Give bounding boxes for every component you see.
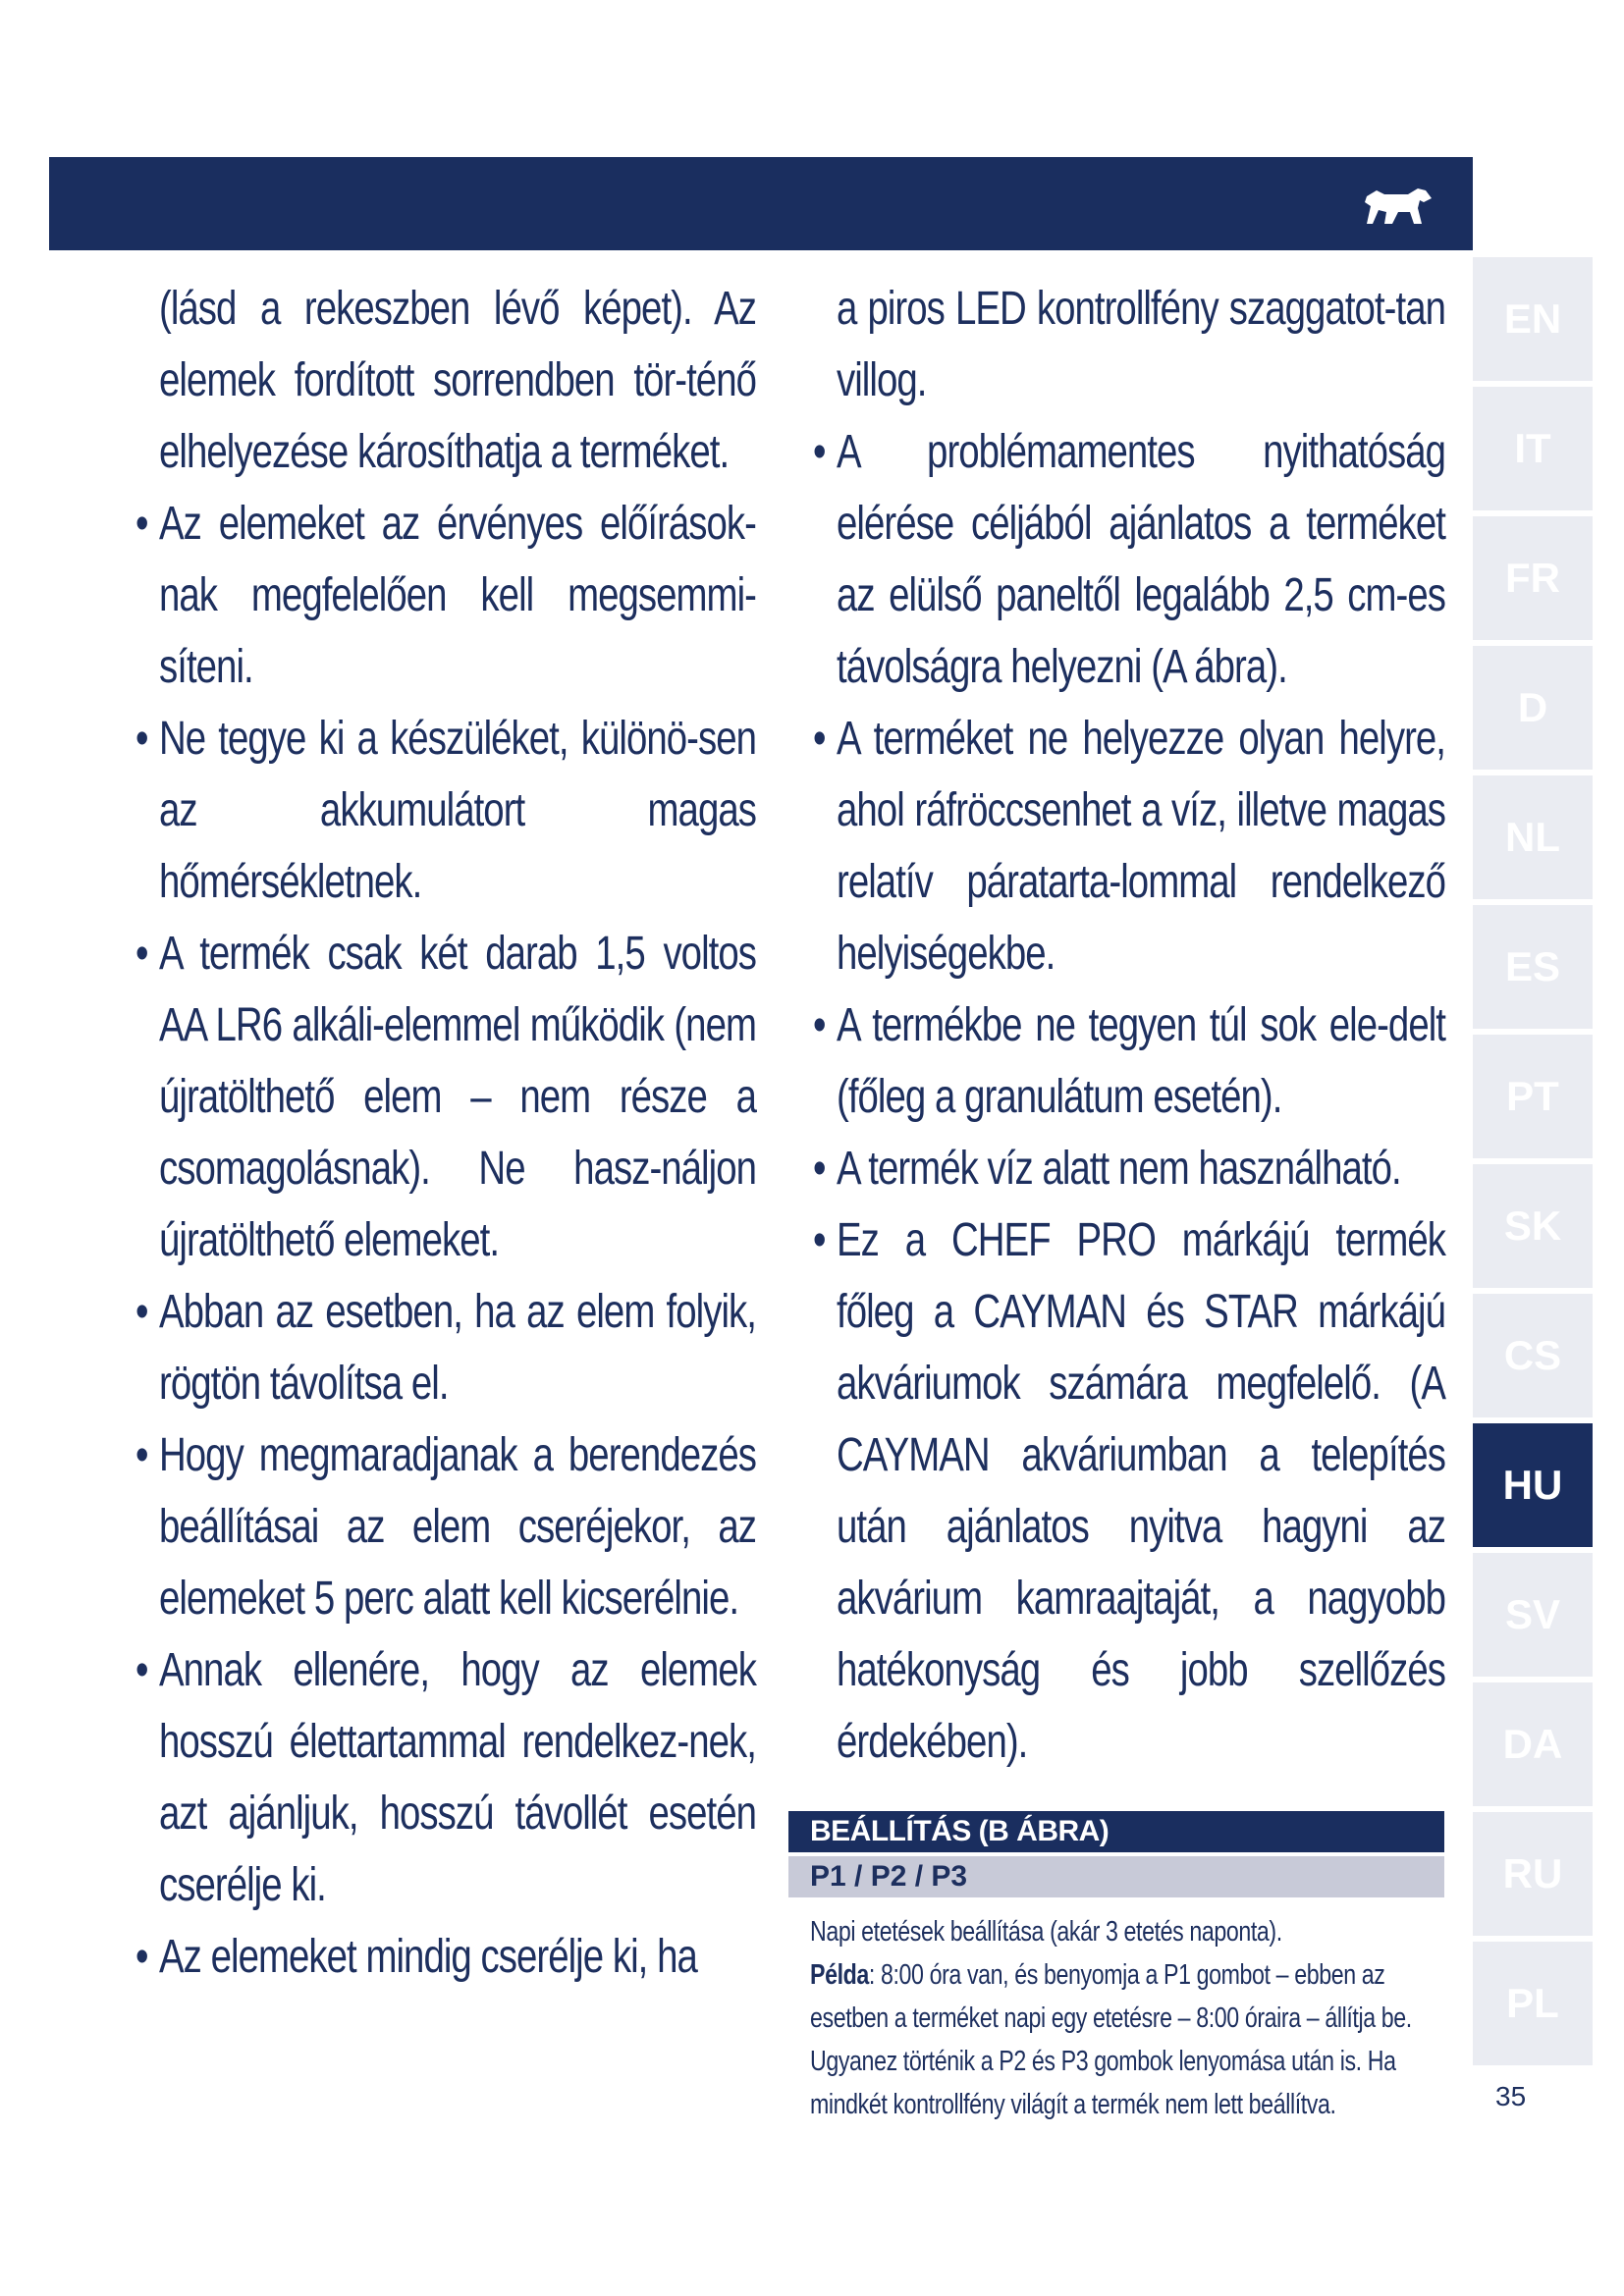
list-item: • A problémamentes nyithatóság elérése céljából ajánlatos a terméket az elülső paneltől legalább 2,5 cm-es távolságra helyezni (A ábra). — [837, 416, 1445, 703]
right-bullet-list — [837, 416, 1445, 1778]
list-item: • Az elemeket az érvényes előírások-nak megfelelően kell megsemmi-síteni. — [159, 488, 756, 703]
tab-it[interactable]: IT — [1473, 387, 1593, 510]
example-label: Példa — [810, 1959, 869, 1991]
list-item: • A terméket ne helyezze olyan helyre, ahol ráfröccsenhet a víz, illetve magas relatív páratarta-lommal rendelkező helyiségekbe. — [837, 703, 1445, 989]
right-column — [837, 273, 1445, 1778]
list-item: • A termék csak két darab 1,5 voltos AA LR6 alkáli-elemmel működik (nem újratölthető elem – nem része a csomagolásnak). Ne hasz-náljon újratölthető elemeket. — [159, 918, 756, 1276]
tab-es[interactable]: ES — [1473, 905, 1593, 1029]
tab-ru[interactable]: RU — [1473, 1812, 1593, 1936]
tab-en[interactable]: EN — [1473, 257, 1593, 381]
settings-body — [810, 1910, 1438, 2126]
settings-subheading: P1 / P2 / P3 — [788, 1856, 1444, 1897]
settings-heading: BEÁLLÍTÁS (B ÁBRA) — [788, 1811, 1444, 1852]
right-intro-text: a piros LED kontrollfény szaggatot-tan villog. — [837, 283, 1445, 406]
tab-sk[interactable]: SK — [1473, 1164, 1593, 1288]
language-tabs — [1473, 257, 1593, 2071]
tab-pt[interactable]: PT — [1473, 1035, 1593, 1158]
tab-hu[interactable]: HU — [1473, 1423, 1593, 1547]
header-bar — [49, 157, 1473, 250]
tab-cs[interactable]: CS — [1473, 1294, 1593, 1417]
list-item: • A termék víz alatt nem használható. — [837, 1133, 1445, 1204]
left-bullet-list — [159, 488, 756, 1993]
left-column — [159, 273, 756, 1993]
tab-nl[interactable]: NL — [1473, 775, 1593, 899]
list-item: • Ez a CHEF PRO márkájú termék főleg a CAYMAN és STAR márkájú akváriumok számára megfelelő. (A CAYMAN akváriumban a telepítés után ajánlatos nyitva hagyni az akvárium kamraajtaját, a nagyobb hatékonyság és jobb szellőzés érdekében). — [837, 1204, 1445, 1778]
list-item: • Az elemeket mindig cserélje ki, ha — [159, 1921, 756, 1993]
tab-pl[interactable]: PL — [1473, 1942, 1593, 2065]
page-number: 35 — [1495, 2081, 1527, 2111]
list-item: • Hogy megmaradjanak a berendezés beállításai az elem cseréjekor, az elemeket 5 perc alatt kell kicserélnie. — [159, 1419, 756, 1634]
tab-fr[interactable]: FR — [1473, 516, 1593, 640]
settings-example — [810, 1953, 1438, 2126]
list-item: • Annak ellenére, hogy az elemek hosszú élettartammal rendelkez-nek, azt ajánljuk, hosszú távollét esetén cserélje ki. — [159, 1634, 756, 1921]
tab-d[interactable]: D — [1473, 646, 1593, 770]
tab-da[interactable]: DA — [1473, 1682, 1593, 1806]
tab-sv[interactable]: SV — [1473, 1553, 1593, 1677]
example-text: : 8:00 óra van, és benyomja a P1 gombot – ebben az esetben a terméket napi egy etetésre – 8:00 óraira – állítja be. Ugyanez történik a P2 és P3 gombok lenyomása után is. Ha mindkét kontrollfény világít a termék nem lett beállítva. — [810, 1959, 1412, 2120]
settings-line: Napi etetések beállítása (akár 3 etetés naponta). — [810, 1916, 1282, 1948]
dog-logo-icon — [1363, 185, 1434, 228]
left-intro-text: (lásd a rekeszben lévő képet). Az elemek fordított sorrendben tör-ténő elhelyezése károsíthatja a terméket. — [159, 283, 756, 478]
list-item: • Abban az esetben, ha az elem folyik, rögtön távolítsa el. — [159, 1276, 756, 1419]
list-item: • Ne tegye ki a készüléket, különö-sen az akkumulátort magas hőmérsékletnek. — [159, 703, 756, 918]
list-item: • A termékbe ne tegyen túl sok ele-delt (főleg a granulátum esetén). — [837, 989, 1445, 1133]
